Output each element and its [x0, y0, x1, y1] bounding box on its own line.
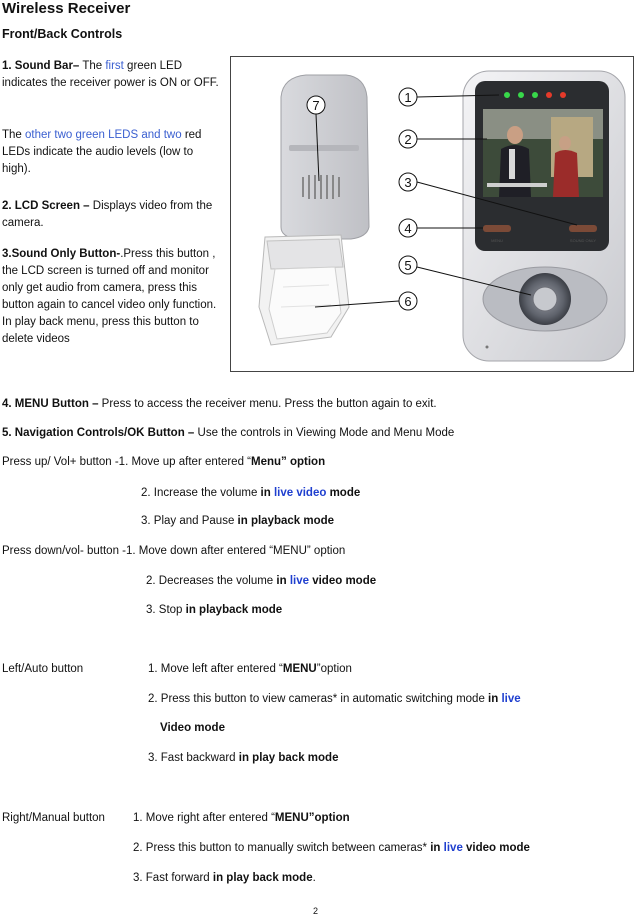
left-button-line-3: 3. Fast backward in play back mode: [148, 752, 339, 764]
callout-7: 7: [312, 98, 320, 113]
right-button-label: Right/Manual button: [2, 812, 105, 824]
item-sound-only-button: 3.Sound Only Button-.Press this button , the LCD screen is turned off and monitor only get audio from camera, press this button again to cancel video only function. In play back menu, press this button to delete videos: [2, 248, 217, 345]
callout-2: 2: [404, 132, 412, 147]
up-button-line-1: Press up/ Vol+ button -1. Move up after entered “Menu” option: [2, 456, 326, 468]
item-lcd-screen: 2. LCD Screen – Displays video from the camera.: [2, 200, 213, 229]
page-number: 2: [313, 906, 319, 916]
right-button-line-1: 1. Move right after entered “MENU”option: [133, 812, 350, 824]
led-1: [504, 92, 510, 98]
down-button-line-3: 3. Stop in playback mode: [146, 604, 283, 616]
right-button-line-2: 2. Press this button to manually switch between cameras* in live video mode: [133, 842, 530, 854]
left-button-line-2b: Video mode: [160, 722, 225, 734]
item-sound-bar: 1. Sound Bar– The first green LED indicates the receiver power is ON or OFF.: [2, 60, 219, 89]
callout-5: 5: [404, 258, 412, 273]
callout-4: 4: [404, 221, 412, 236]
receiver-illustration: [231, 57, 634, 372]
ok-button: [533, 287, 557, 311]
section-subtitle: Front/Back Controls: [2, 27, 123, 41]
callout-3: 3: [404, 175, 412, 190]
svg-text:SOUND ONLY: SOUND ONLY: [569, 238, 597, 243]
item-label: 1. Sound Bar–: [2, 60, 80, 72]
item-sound-bar-levels: The other two green LEDS and two red LEDs indicate the audio levels (low to high).: [2, 129, 202, 175]
svg-text:MENU: MENU: [491, 238, 503, 243]
up-button-line-2: 2. Increase the volume in live video mode: [141, 487, 361, 499]
item-menu-button: 4. MENU Button – Press to access the receiver menu. Press the button again to exit.: [2, 398, 437, 410]
left-button-line-2: 2. Press this button to view cameras* in automatic switching mode in live: [148, 693, 521, 705]
receiver-figure: [230, 56, 634, 372]
down-button-line-1: Press down/vol- button -1. Move down after entered “MENU” option: [2, 545, 346, 557]
right-button-line-3: 3. Fast forward in play back mode.: [133, 872, 316, 884]
item-navigation-controls: 5. Navigation Controls/OK Button – Use the controls in Viewing Mode and Menu Mode: [2, 427, 455, 439]
menu-button: [483, 225, 511, 232]
led-4: [546, 92, 552, 98]
led-2: [518, 92, 524, 98]
left-button-label: Left/Auto button: [2, 663, 84, 675]
left-button-line-1: 1. Move left after entered “MENU”option: [148, 663, 352, 675]
callout-6: 6: [404, 294, 412, 309]
led-5: [560, 92, 566, 98]
page-title: Wireless Receiver: [2, 0, 131, 17]
up-button-line-3: 3. Play and Pause in playback mode: [141, 515, 335, 527]
down-button-line-2: 2. Decreases the volume in live video mode: [146, 575, 377, 587]
sound-only-button: [569, 225, 597, 232]
callout-1: 1: [404, 90, 412, 105]
led-3: [532, 92, 538, 98]
